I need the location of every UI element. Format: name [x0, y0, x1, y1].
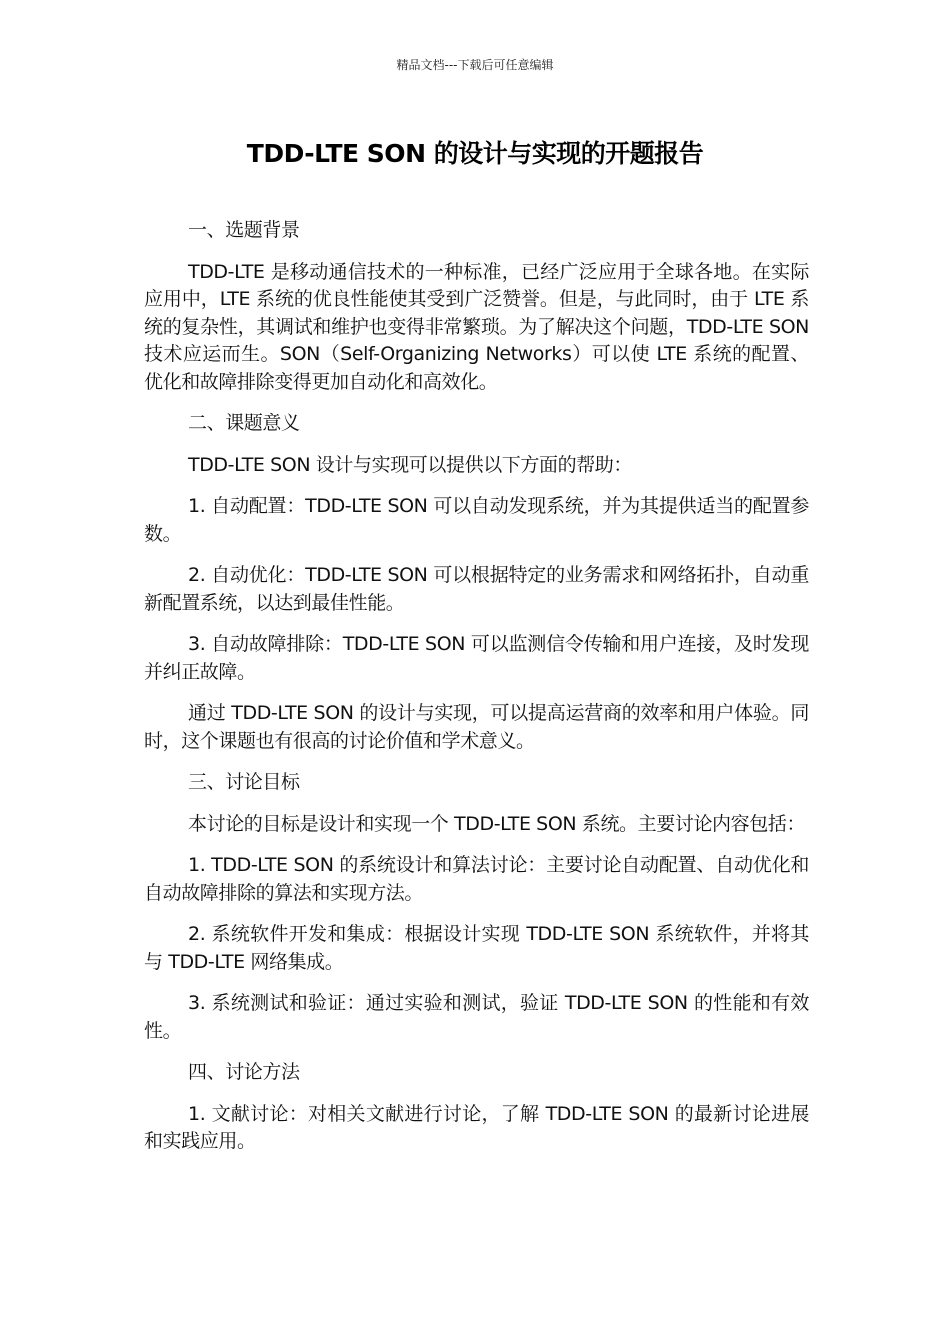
section-heading-significance: 二、课题意义 — [188, 412, 300, 434]
list-item-testing-validation: 3. 系统测试和验证：通过实验和测试，验证 TDD-LTE SON 的性能和有效性。 — [144, 992, 809, 1042]
section-heading-background: 一、选题背景 — [188, 219, 300, 241]
list-item-system-design: 1. TDD-LTE SON 的系统设计和算法讨论：主要讨论自动配置、自动优化和自动故障排除的算法和实现方法。 — [144, 854, 809, 904]
paragraph-objectives-intro: 本讨论的目标是设计和实现一个 TDD-LTE SON 系统。主要讨论内容包括： — [188, 812, 806, 835]
paragraph-background: TDD-LTE 是移动通信技术的一种标准，已经广泛应用于全球各地。在实际应用中，LTE 系统的优良性能使其受到广泛赞誉。但是，与此同时，由于 LTE 系统的复杂性，其调试和维护也变得非常繁琐。为了解决这个问题，TDD-LTE SON 技术应运而生。SON（Self-Organizing Networks）可以使 LTE 系统的配置、优化和故障排除变得更加自动化和高效化。 — [144, 260, 809, 393]
list-item-auto-troubleshooting: 3. 自动故障排除：TDD-LTE SON 可以监测信令传输和用户连接，及时发现并纠正故障。 — [144, 633, 809, 683]
list-item-auto-config: 1. 自动配置：TDD-LTE SON 可以自动发现系统，并为其提供适当的配置参数。 — [144, 495, 809, 545]
paragraph-significance-intro: TDD-LTE SON 设计与实现可以提供以下方面的帮助： — [188, 453, 633, 476]
list-item-literature-review: 1. 文献讨论：对相关文献进行讨论，了解 TDD-LTE SON 的最新讨论进展和实践应用。 — [144, 1102, 809, 1152]
page-header: 精品文档---下载后可任意编辑 — [396, 58, 554, 72]
list-item-software-integration: 2. 系统软件开发和集成：根据设计实现 TDD-LTE SON 系统软件，并将其与 TDD-LTE 网络集成。 — [144, 923, 809, 973]
section-heading-objectives: 三、讨论目标 — [188, 771, 300, 793]
list-item-auto-optimization: 2. 自动优化：TDD-LTE SON 可以根据特定的业务需求和网络拓扑，自动重新配置系统，以达到最佳性能。 — [144, 564, 809, 614]
paragraph-significance-summary: 通过 TDD-LTE SON 的设计与实现，可以提高运营商的效率和用户体验。同时，这个课题也有很高的讨论价值和学术意义。 — [144, 702, 809, 752]
document-title: TDD-LTE SON 的设计与实现的开题报告 — [246, 139, 704, 168]
document-body — [144, 217, 809, 1170]
section-heading-methods: 四、讨论方法 — [188, 1061, 300, 1083]
